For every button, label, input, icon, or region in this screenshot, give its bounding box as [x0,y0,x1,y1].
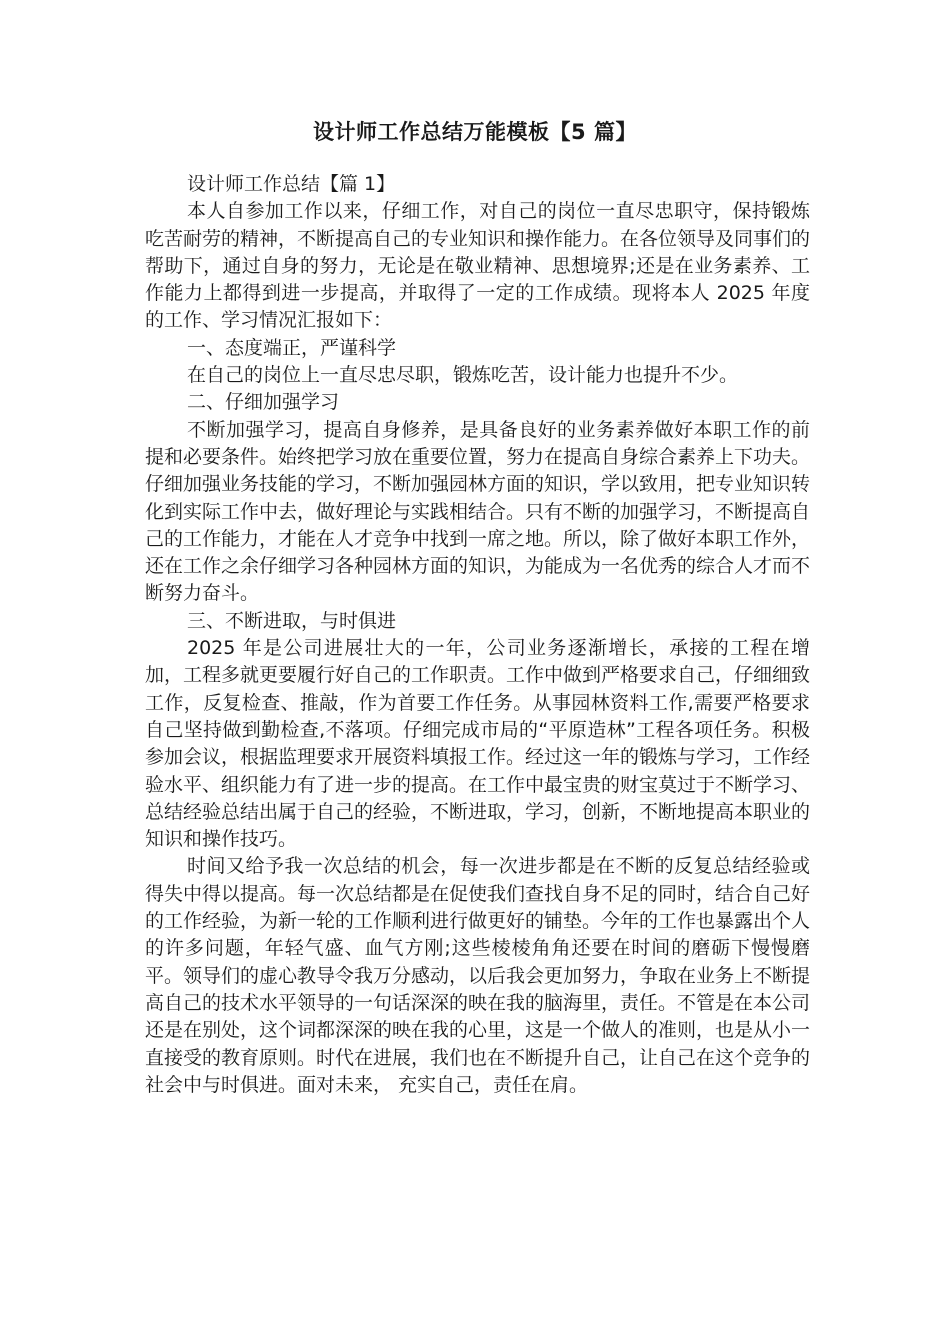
document-body [145,171,810,1099]
paragraph-progress: 2025 年是公司进展壮大的一年，公司业务逐渐增长，承接的工程在增加，工程多就更要履行好自己的工作职责。工作中做到严格要求自己，仔细细致工作，反复检查、推敲，作为首要工作任务。从事园林资料工作,需要严格要求自己坚持做到勤检查,不落项。仔细完成市局的“平原造林”工程各项任务。积极参加会议，根据监理要求开展资料填报工作。经过这一年的锻炼与学习，工作经验水平、组织能力有了进一步的提高。在工作中最宝贵的财宝莫过于不断学习、总结经验总结出属于自己的经验，不断进取，学习，创新，不断地提高本职业的知识和操作技巧。 [145,637,811,851]
section-heading-part-1: 设计师工作总结【篇 1】 [187,173,396,195]
heading-attitude: 一、态度端正，严谨科学 [187,336,397,359]
paragraph-study: 不断加强学习，提高自身修养，是具备良好的业务素养做好本职工作的前提和必要条件。始终把学习放在重要位置，努力在提高自身综合素养上下功夫。仔细加强业务技能的学习，不断加强园林方面的知识，学以致用，把专业知识转化到实际工作中去，做好理论与实践相结合。只有不断的加强学习，不断提高自己的工作能力，才能在人才竞争中找到一席之地。所以，除了做好本职工作外，还在工作之余仔细学习各种园林方面的知识，为能成为一名优秀的综合人才而不断努力奋斗。 [145,418,811,605]
paragraph-summary: 时间又给予我一次总结的机会，每一次进步都是在不断的反复总结经验或得失中得以提高。每一次总结都是在促使我们查找自身不足的同时，结合自己好的工作经验，为新一轮的工作顺利进行做更好的铺垫。今年的工作也暴露出个人的许多问题，年轻气盛、血气方刚;这些棱棱角角还要在时间的磨砺下慢慢磨平。领导们的虚心教导令我万分感动，以后我会更加努力，争取在业务上不断提高自己的技术水平领导的一句话深深的映在我的脑海里，责任。不管是在本公司还是在别处，这个词都深深的映在我的心里，这是一个做人的准则，也是从小一直接受的教育原则。时代在进展，我们也在不断提升自己，让自己在这个竞争的社会中与时俱进。面对未来， 充实自己，责任在肩。 [145,855,811,1096]
paragraph-intro: 本人自参加工作以来，仔细工作，对自己的岗位一直尽忠职守，保持锻炼吃苦耐劳的精神，不断提高自己的专业知识和操作能力。在各位领导及同事们的帮助下，通过自身的努力，无论是在敬业精神、思想境界;还是在业务素养、工作能力上都得到进一步提高，并取得了一定的工作成绩。现将本人 2025 年度的工作、学习情况汇报如下： [145,200,811,332]
heading-study: 二、仔细加强学习 [187,391,340,414]
document-title: 设计师工作总结万能模板【5 篇】 [313,120,637,144]
paragraph-attitude: 在自己的岗位上一直尽忠尽职，锻炼吃苦，设计能力也提升不少。 [187,364,739,387]
heading-progress: 三、不断进取，与时俱进 [187,609,397,632]
